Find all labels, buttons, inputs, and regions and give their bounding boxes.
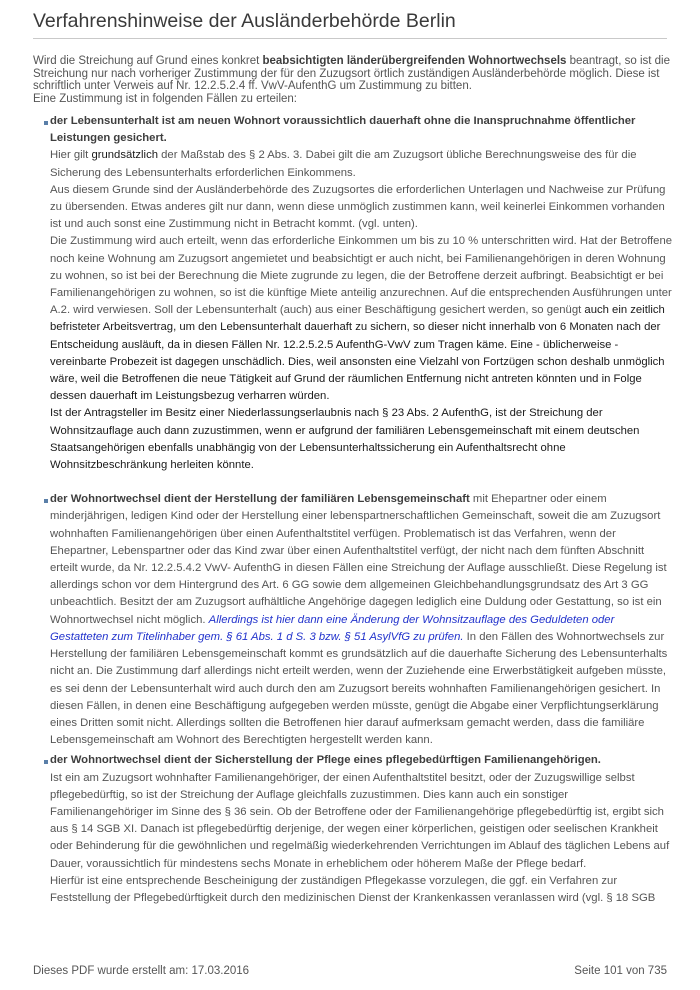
item-paragraph: Aus diesem Grunde sind der Ausländerbehörde des Zuzugsortes die erforderlichen Unterlagen und Nachweise zur Prüfung zu übersenden. Etwas anderes gilt nur dann, wenn diese unmöglich zustimmen kann, weil keinerlei Einkommen vorhanden ist und auch sonst eine Zustimmung nicht in Betracht kommt. (vgl. unten). [50, 183, 666, 231]
intro-paragraph [33, 55, 673, 93]
text-run: mit Ehepartner oder einem minderjährigen, ledigen Kind oder der Herstellung einer lebenspartnerschaftlichen Gemeinschaft, soweit die am Zuzugsort wohnhaften Familienangehörigen über einen Aufenthaltstitel verfügen. Problematisch ist das Verfahren, wenn der Ehepartner, Lebenspartner oder das Kind zwar über einen Aufenthaltstitel verfügt, der nicht nach dem fünften Abschnitt erteilt wurde, da Nr. 12.2.5.4.2 VwV- AufenthG in diesen Fällen eine Streichung der Auflage ausschließt. Diese Regelung ist allerdings schon vor dem Hintergrund des Art. 6 GG sowie dem allgemeinen Gleichbehandlungsgrundsatz des Art 3 GG unbeachtlich. Besitzt der am Zuzugsort aufhältliche Angehörige dagegen lediglich eine Duldung oder Gestattung, so ist ein Wohnortwechsel nicht möglich. [50, 493, 667, 626]
bullet-icon [44, 499, 48, 503]
bullet-icon [44, 121, 48, 125]
item-heading: der Wohnortwechsel dient der Herstellung der familiären Lebensgemeinschaft [50, 493, 470, 506]
intro-emphasis: beabsichtigten länderübergreifenden Wohnortwechsels [262, 55, 567, 67]
item-paragraph: Hierfür ist eine entsprechende Bescheinigung der zuständigen Pflegekasse vorzulegen, die ggf. ein Verfahren zur Feststellung der Pflegebedürftigkeit durch den medizinischen Dienst der Krankenkassen veranlassen wird (vgl. § 18 SGB [50, 874, 656, 904]
conditions-list [33, 113, 673, 907]
text-run: Hier gilt [50, 149, 92, 162]
item-paragraph: Ist ein am Zuzugsort wohnhafter Familienangehöriger, der einen Aufenthaltstitel besitzt, oder der Zuzugswillige selbst pflegebedürftig, so ist der Streichung der Auflage gleichfalls zuzustimmen. Dies kann auch ein sonstiger Familienangehöriger im Sinne des § 36 sein. Ob der Betroffene oder der Familienangehörige pflegebedürftig ist, ergibt sich aus § 14 SGB XI. Danach ist pflegebedürftig derjenige, der wegen einer körperlichen, geistigen oder seelischen Krankheit oder Behinderung für die gewöhnlichen und regelmäßig wiederkehrenden Verrichtungen im Ablauf des täglichen Lebens auf Dauer, voraussichtlich für mindestens sechs Monate in erheblichem oder höherem Maße der Pflege bedarf. [50, 771, 670, 870]
text-run-emphasis: grundsätzlich [91, 149, 158, 162]
text-run: der Maßstab des § 2 Abs. 3. Dabei gilt die am Zuzugsort übliche Berechnungsweise des für die Sicherung des Lebensunterhalts erforderlichen Einkommens. [50, 149, 637, 179]
intro-text-c: beantragt, so ist die Streichung nur nach vorheriger Zustimmung der für den Zuzugsort örtlich zuständigen Ausländerbehörde möglich. Diese ist schriftlich unter Verweis auf Nr. 12.2.5.2.4 ff. VwV-AufenthG um Zustimmung zu bitten. [33, 55, 670, 92]
page-title: Verfahrenshinweise der Ausländerbehörde Berlin [33, 10, 456, 32]
intro-text-a: Wird die Streichung auf Grund eines konkret [33, 55, 263, 67]
item-paragraph [50, 491, 673, 749]
list-item-family [33, 491, 673, 749]
list-item-livelihood [33, 113, 673, 474]
item-paragraph: Ist der Antragsteller im Besitz einer Niederlassungserlaubnis nach § 23 Abs. 2 AufenthG, ist der Streichung der Wohnsitzauflage auch dann zuzustimmen, wenn er aufgrund der familiären Lebensgemeinschaft mit einem deutschen Staatsangehörigen ebenfalls unabhängig von der Lebensunterhaltssicherung ein Aufenthaltsrecht ohne Wohnsitzbeschränkung herleiten könnte. [50, 407, 640, 472]
item-heading: der Lebensunterhalt ist am neuen Wohnort voraussichtlich dauerhaft ohne die Inanspruchnahme öffentlicher Leistungen gesichert. [50, 115, 636, 145]
text-run-dark: auch ein zeitlich befristeter Arbeitsvertrag, um den Lebensunterhalt dauerhaft zu sichern, so dieser nicht innerhalb von 6 Monaten nach der Entscheidung ausläuft, da in diesen Fällen Nr. 12.2.5.2.5 AufenthG-VwV zum Tragen käme. Eine - üblicherweise - vereinbarte Probezeit ist dagegen unschädlich. Dies, weil ansonsten eine Vielzahl von Fortzügen schon deshalb unmöglich wäre, weil die Betroffenen die neue Tätigkeit auf Grund der räumlichen Entfernung nicht antreten könnten und in Folge dessen dauerhaft im Leistungsbezug verharren würden. [50, 304, 665, 403]
intro-lead-in: Eine Zustimmung ist in folgenden Fällen zu erteilen: [33, 92, 298, 105]
text-run: Die Zustimmung wird auch erteilt, wenn das erforderliche Einkommen um bis zu 10 % unterschritten wird. Hat der Betroffene noch keine Wohnung am Zuzugsort angemietet und beabsichtigt er auch nicht, bei Familienangehörigen in deren Wohnung zu wohnen, so ist bei der Berechnung die Miete zugrunde zu legen, die der Betroffene derzeit aufbringt. Beabsichtigt er bei Familienangehörigen zu wohnen, so ist die künftige Miete anteilig anzurechnen. Auf die entsprechenden Ausführungen unter A.2. wird verwiesen. Soll der Lebensunterhalt (auch) aus einer Beschäftigung gesichert werden, so genügt [50, 235, 673, 317]
text-run: In den Fällen des Wohnortwechsels zur Herstellung der familiären Lebensgemeinschaft kommt es grundsätzlich auf die dauerhafte Sicherung des Lebensunterhalts nicht an. Die Zustimmung darf allerdings nicht erteilt werden, wenn der Zuziehende eine Erwerbstätigkeit aufgeben müsste, es sei denn der Lebensunterhalt wird auch durch den am Zuzugsort bereits wohnhaften Familienangehörigen gesichert. In diesen Fällen, in denen eine Beschäftigung aufgegeben werden müsste, genügt die Abgabe einer Verpflichtungserklärung eines Dritten somit nicht. Allerdings sollten die Betroffenen hier darauf aufmerksam gemacht werden, dass die familiäre Lebensgemeinschaft am Wohnort des Berechtigten hergestellt werden kann. [50, 630, 668, 747]
text-run-note: Allerdings ist hier dann eine Änderung der Wohnsitzauflage des Geduldeten oder Gestatteten zum Titelinhaber gem. § 61 Abs. 1 d S. 3 bzw. § 51 AsylVfG zu prüfen. [50, 613, 615, 643]
spacer [33, 474, 673, 491]
item-paragraph [50, 147, 673, 181]
footer-page-number: Seite 101 von 735 [574, 965, 667, 977]
footer-created: Dieses PDF wurde erstellt am: 17.03.2016 [33, 965, 250, 977]
bullet-icon [44, 760, 48, 764]
title-divider [33, 38, 667, 39]
intro-section [33, 55, 673, 105]
item-paragraph [50, 233, 673, 405]
item-heading: der Wohnortwechsel dient der Sicherstellung der Pflege eines pflegebedürftigen Familienangehörigen. [50, 754, 601, 767]
list-item-care [33, 752, 673, 907]
